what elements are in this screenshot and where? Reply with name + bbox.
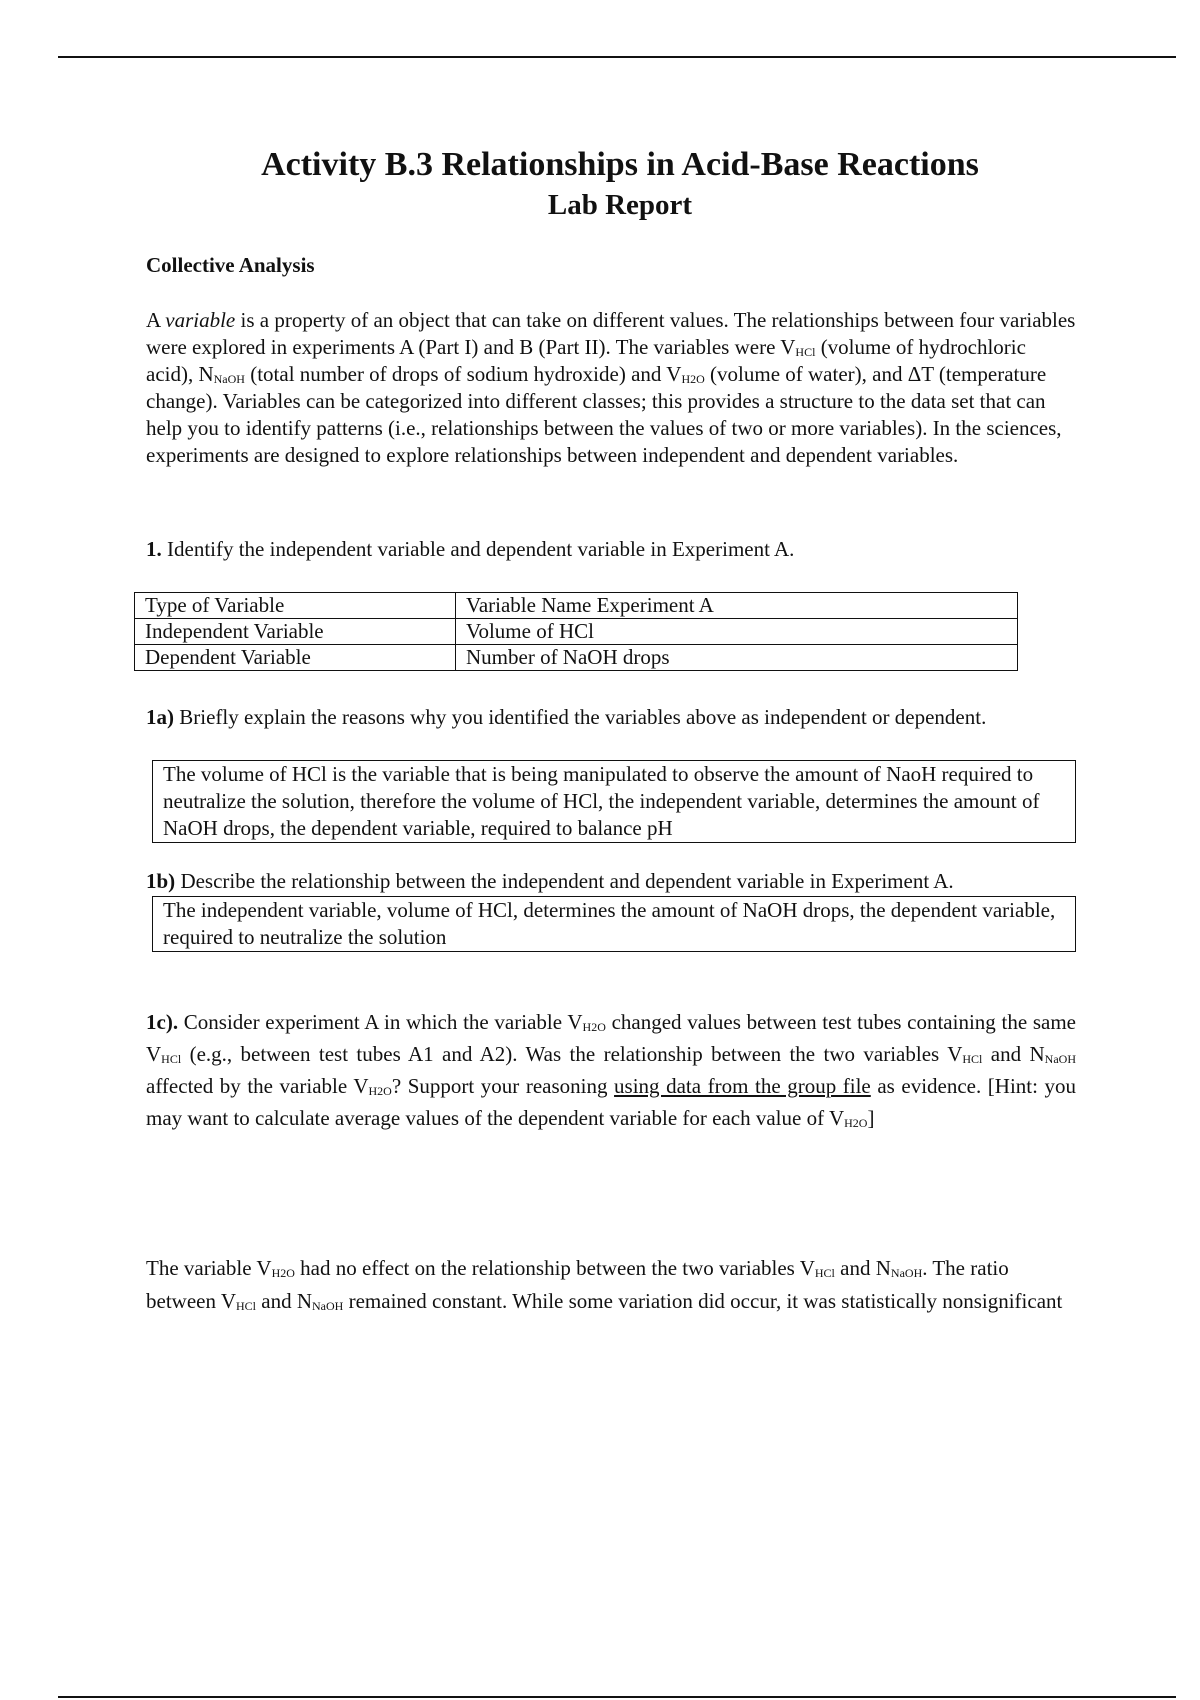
table-row bbox=[135, 619, 1018, 645]
question-1b: 1b) Describe the relationship between the independent and dependent variable in Experiment A. bbox=[146, 869, 954, 893]
section-heading: Collective Analysis bbox=[146, 253, 315, 277]
answer-1c: The variable $V_{H2O}$ had no effect on the relationship between the two variables $V_{HCl}$ and $N_{NaOH}$. The ratio between $V_{HCl}$ and $N_{NaOH}$ remained constant. While some variation did occur, it was statistically nonsignificant bbox=[146, 1256, 1063, 1313]
table-header-row bbox=[135, 593, 1018, 619]
answer-1a-box: The volume of HCl is the variable that is being manipulated to observe the amount of NaoH required to neutralize the solution, therefore the volume of HCl, the independent variable, determines the amount of NaOH drops, the dependent variable, required to balance pH bbox=[152, 760, 1076, 843]
underlined-phrase: using data from the group file bbox=[614, 1074, 871, 1098]
question-1: 1. Identify the independent variable and dependent variable in Experiment A. bbox=[146, 537, 795, 561]
top-rule bbox=[58, 56, 1176, 58]
document-subtitle: Lab Report bbox=[547, 189, 693, 221]
table-cell: Volume of HCl bbox=[456, 619, 1018, 645]
table-cell: Number of NaOH drops bbox=[456, 645, 1018, 671]
question-1c: 1c). Consider experiment A in which the variable $V_{H2O}$ changed values between test tubes containing the same $V_{HCl}$ (e.g., between test tubes A1 and A2). Was the relationship between the two variables $V_{HCl}$ and $N_{NaOH}$ affected by the variable $V_{H2O}$? Support your reasoning using data from the group file as evidence. [Hint: you may want to calculate average values of the dependent variable for each value of $V_{H2O}$] bbox=[146, 1010, 1077, 1130]
question-1a: 1a) Briefly explain the reasons why you identified the variables above as independent or dependent. bbox=[146, 705, 987, 729]
intro-paragraph: A variable is a property of an object that can take on different values. The relationships between four variables were explored in experiments A (Part I) and B (Part II). The variables were $V_{HCl}$ (volume of hydrochloric acid), $N_{NaOH}$ (total number of drops of sodium hydroxide) and $V_{H2O}$ (volume of water), and ΔT (temperature change). Variables can be categorized into different classes; this provides a structure to the data set that can help you to identify patterns (i.e., relationships between the values of two or more variables). In the sciences, experiments are designed to explore relationships between independent and dependent variables. bbox=[146, 308, 1076, 467]
table-cell: Dependent Variable bbox=[135, 645, 456, 671]
table-cell: Type of Variable bbox=[135, 593, 456, 619]
document-title: Activity B.3 Relationships in Acid-Base Reactions bbox=[261, 146, 979, 183]
answer-1b-box: The independent variable, volume of HCl, determines the amount of NaOH drops, the dependent variable, required to neutralize the solution bbox=[152, 896, 1076, 952]
variables-table bbox=[134, 592, 1018, 671]
table-row bbox=[135, 645, 1018, 671]
table-cell: Independent Variable bbox=[135, 619, 456, 645]
bottom-rule bbox=[58, 1696, 1176, 1698]
table-cell: Variable Name Experiment A bbox=[456, 593, 1018, 619]
